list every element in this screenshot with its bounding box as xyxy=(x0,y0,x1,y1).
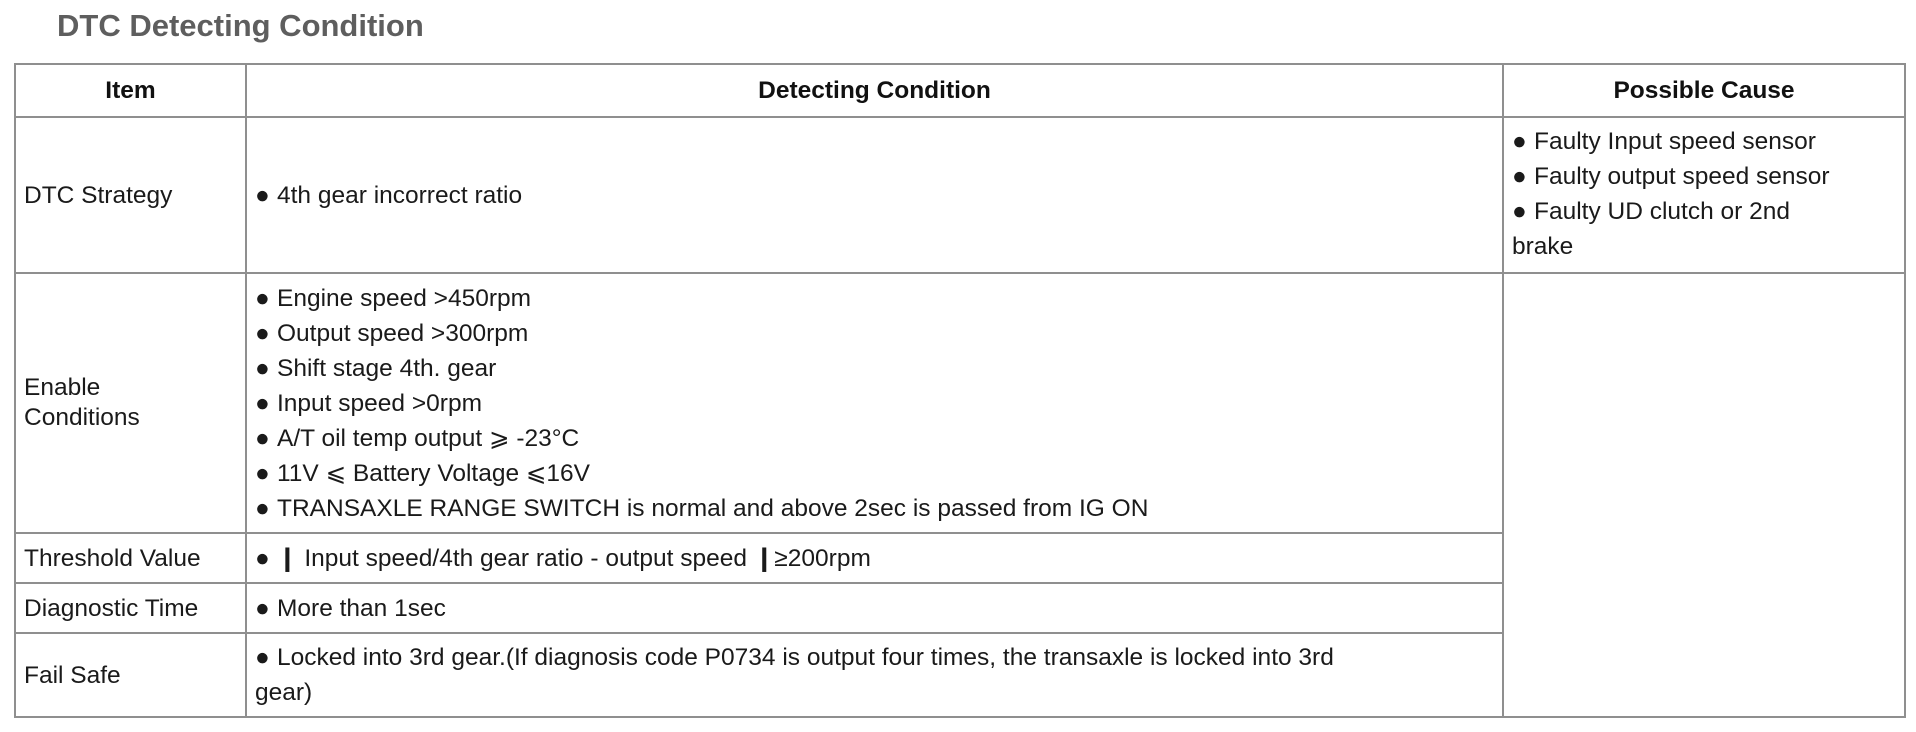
cause-text-continued: brake xyxy=(1512,233,1574,260)
bullet-icon: ● xyxy=(1512,128,1527,155)
condition-line xyxy=(255,281,1494,316)
bullet-icon: ● xyxy=(255,389,270,417)
item-diagnostic-time: Diagnostic Time xyxy=(15,583,246,633)
condition-line xyxy=(255,640,1494,675)
possible-cause-list xyxy=(1503,117,1905,273)
bullet-icon: ● xyxy=(255,319,270,347)
condition-dtc-strategy xyxy=(246,117,1503,273)
item-label-line: Enable xyxy=(24,374,101,401)
condition-text: Locked into 3rd gear.(If diagnosis code P0734 is output four times, the transaxle is locked into 3rd xyxy=(277,644,1334,671)
condition-diagnostic-time xyxy=(246,583,1503,633)
condition-text: More than 1sec xyxy=(277,594,446,622)
condition-text: A/T oil temp output ⩾ -23°C xyxy=(277,424,580,452)
cause-line xyxy=(1512,124,1896,159)
condition-text: Shift stage 4th. gear xyxy=(277,354,497,382)
cause-line xyxy=(1512,194,1896,229)
condition-text: 11V ⩽ Battery Voltage ⩽16V xyxy=(277,459,591,487)
bullet-icon: ● xyxy=(255,494,270,522)
condition-text: Input speed >0rpm xyxy=(277,389,482,417)
bullet-icon: ● xyxy=(255,181,270,209)
header-possible-cause: Possible Cause xyxy=(1503,64,1905,117)
condition-text: 4th gear incorrect ratio xyxy=(277,181,523,209)
condition-text: Output speed >300rpm xyxy=(277,319,529,347)
cause-line-continued xyxy=(1512,229,1896,264)
item-threshold-value: Threshold Value xyxy=(15,533,246,583)
cause-line xyxy=(1512,159,1896,194)
bullet-icon: ● xyxy=(255,459,270,487)
bullet-icon: ● xyxy=(255,424,270,452)
condition-threshold-value xyxy=(246,533,1503,583)
page-title: DTC Detecting Condition xyxy=(57,8,424,43)
table-header-row xyxy=(15,64,1905,117)
bullet-icon: ● xyxy=(255,544,270,572)
item-label-line: Conditions xyxy=(24,404,140,431)
bullet-icon: ● xyxy=(255,594,270,622)
condition-line xyxy=(255,456,1494,491)
item-dtc-strategy: DTC Strategy xyxy=(15,117,246,273)
cause-text: Faulty Input speed sensor xyxy=(1534,128,1816,155)
condition-line xyxy=(255,541,1494,576)
cause-text: Faulty output speed sensor xyxy=(1534,163,1830,190)
condition-text: Engine speed >450rpm xyxy=(277,284,532,312)
condition-text-continued: gear) xyxy=(255,679,313,706)
item-enable-conditions xyxy=(15,273,246,533)
bullet-icon: ● xyxy=(1512,198,1527,225)
condition-line xyxy=(255,316,1494,351)
header-detecting-condition: Detecting Condition xyxy=(246,64,1503,117)
condition-line xyxy=(255,351,1494,386)
header-item: Item xyxy=(15,64,246,117)
condition-fail-safe xyxy=(246,633,1503,717)
condition-line-continued xyxy=(255,675,1494,710)
item-fail-safe: Fail Safe xyxy=(15,633,246,717)
condition-text: ❙ Input speed/4th gear ratio - output speed ❙≥200rpm xyxy=(277,544,871,572)
cause-text: Faulty UD clutch or 2nd xyxy=(1534,198,1790,225)
row-dtc-strategy xyxy=(15,117,1905,273)
condition-line xyxy=(255,591,1494,626)
condition-text: TRANSAXLE RANGE SWITCH is normal and above 2sec is passed from IG ON xyxy=(277,494,1149,522)
dtc-table xyxy=(14,63,1906,718)
condition-enable-conditions xyxy=(246,273,1503,533)
condition-line xyxy=(255,491,1494,526)
bullet-icon: ● xyxy=(255,284,270,312)
condition-line xyxy=(255,421,1494,456)
condition-line xyxy=(255,178,1494,213)
condition-line xyxy=(255,386,1494,421)
bullet-icon: ● xyxy=(255,354,270,382)
possible-cause-empty xyxy=(1503,273,1905,717)
bullet-icon: ● xyxy=(255,644,270,671)
row-enable-conditions xyxy=(15,273,1905,533)
bullet-icon: ● xyxy=(1512,163,1527,190)
